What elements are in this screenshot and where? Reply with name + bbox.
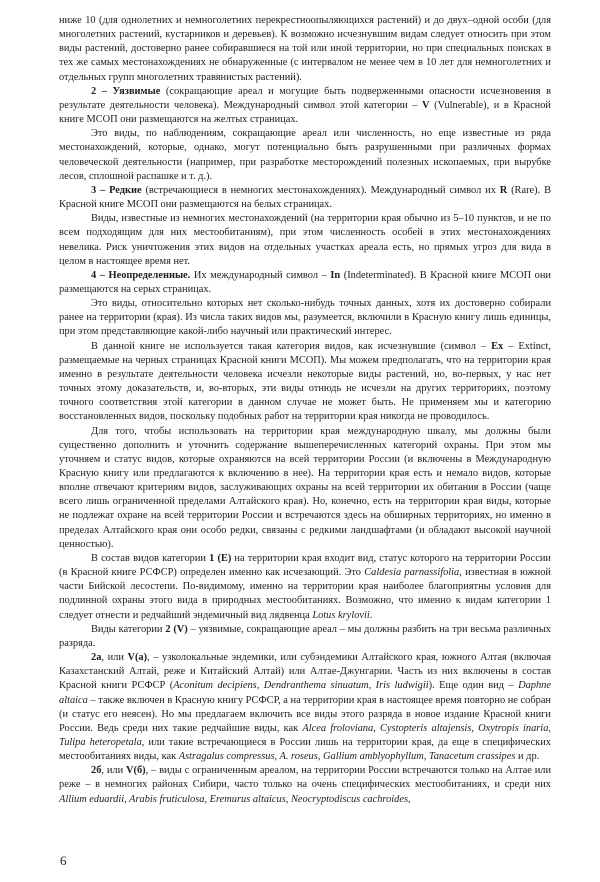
- paragraph-category-4-heading: 4 – Неопределенные. Их международный символ – In (Indeterminated). В Красной книге МСОП они размещаются на серых страницах.: [59, 269, 551, 295]
- category-title: Уязвимые: [112, 85, 161, 97]
- category-symbol: V: [422, 99, 430, 111]
- paragraph-international-scale: Для того, чтобы использовать на территории края международную шкалу, мы должны были существенно дополнить и уточнить содержание вышеперечисленных категорий охраны. При этом мы уточняем и статус видов, которые охраняются на всей территории России (и включены в Международную Красную книгу или предлагаются к включению в нее). На территории края есть и немало видов, которые вполне отвечают критериям видов, заслуживающих охраны на всей территории их обитания в России (чаще всего лишь ограниченной пределами Алтайского края). Но, конечно, есть на территории края виды, которые не подлежат охране на всей территории России и встречаются здесь на обширных территориях, но именно в пределах Алтайского края они особо редки, связаны с редкими ландшафтами (и обладают высокой научной ценностью).: [59, 425, 551, 550]
- species-name: Alcea froloviana, Cystopteris altajensis, Oxytropis inaria, Tulipa heteropetala: [59, 722, 551, 748]
- paragraph-category-2-subdivision: Виды категории 2 (V) – уязвимые, сокращающие ареал – мы должны разбить на три весьма различных разряда.: [59, 623, 551, 649]
- category-title: Редкие: [109, 184, 142, 196]
- paragraph-category-2a: 2а, или V(а), – узколокальные эндемики, или субэндемики Алтайского края, южного Алтая (включая Казахстанский Алтай, реже и Китайский Алтай) или Алтае-Джунгарии. Часть из них включены в состав Красной книги РСФСР (Aconitum decipiens, Dendranthema sinuatum, Iris ludwigii). Еще один вид – Daphne altaica – также включен в Красную книгу РСФСР, а на территории края в настоящее время повторно не собран (и статус его неясен). Но мы предлагаем включить все виды этого разряда в новое издание Красной книги России. Ведь среди них такие редчайшие виды, как Alcea froloviana, Cystopteris altajensis, Oxytropis inaria, Tulipa heteropetala, или такие встречающиеся в России лишь на территории края, да еще в специфических местообитаниях виды, как Astragalus compressus, A. roseus, Gallium amblyophyllum, Tanacetum crassipes и др.: [59, 652, 551, 763]
- category-symbol: 2 (V): [165, 623, 188, 635]
- paragraph-category-3-heading: 3 – Редкие (встречающиеся в немногих местонахождениях). Международный символ их R (Rare). В Красной книге МСОП они размещаются на белых страницах.: [59, 184, 551, 211]
- paragraph-category-2-heading: 2 – Уязвимые (сокращающие ареал и могущие быть подверженными опасности исчезновения в результате деятельности человека). Международный символ этой категории – V (Vulnerable), и в Красной книге МСОП они размещаются на желтых страницах.: [59, 85, 552, 126]
- paragraph-category-1-species: В состав видов категории 1 (E) на территории края входит вид, статус которого на территории России (в Красной книге РСФСР) определен именно как исчезающий. Это Caldesia parnassifolia, известная в южной части Бийской лесостепи. По-видимому, именно на территории края наиболее благоприятны условия для подлинной охраны этого вида в природных местообитаниях. Возможно, что именно к видам категории 1 следует отнести и редчайший эндемичный вид лядвенца Lotus krylovii.: [59, 552, 551, 621]
- species-name: Caldesia parnassifolia: [364, 567, 460, 579]
- category-title: Неопределенные.: [108, 269, 191, 281]
- species-name: Aconitum decipiens, Dendranthema sinuatum, Iris ludwigii: [173, 680, 429, 692]
- species-name: Allium eduardii, Arabis fruticulosa, Eremurus altaicus, Neocryptodiscus cachroides: [59, 793, 409, 805]
- species-name: Lotus krylovii: [312, 609, 370, 621]
- paragraph-category-2b: 2б, или V(б), – виды с ограниченным ареалом, на территории России встречаются только на Алтае или реже – в немногих районах Сибири, часто только на очень специфических местообитаниях, и среди них Allium eduardii, Arabis fruticulosa, Eremurus altaicus, Neocryptodiscus cachroides,: [59, 765, 552, 805]
- page-number: 6: [60, 853, 67, 868]
- species-name: Daphne altaica: [59, 680, 551, 706]
- body-text: [59, 14, 551, 807]
- paragraph-extinct-criteria: ниже 10 (для однолетних и немноголетних перекрестноопыляющихся растений) и до двух–одной особи (для многолетних растений, кустарников и деревьев). К возможно исчезнувшим видам следует относить при этом виды растений, достоверно ранее собиравшиеся на той или иной территории, но при специальных поисках в тех же самых местонахождениях не обнаруженные (с интервалом не менее чем в 10 лет для немноголетних и отдельных групп многолетних травянистых растений).: [59, 15, 551, 83]
- paragraph-category-2-description: Это виды, по наблюдениям, сокращающие ареал или численность, но еще известные из ряда местонахождений, которые, однако, могут потенциально быть разрушенными при различных формах человеческой деятельности (например, при разработке месторождений полезных ископаемых, при вырубке лесов, сплошной распашке и т. д.).: [59, 128, 551, 182]
- paragraph-category-4-description: Это виды, относительно которых нет сколько-нибудь точных данных, хотя их достоверно собирали ранее на территории (края). Из числа таких видов мы, разумеется, включили в Красную книгу лишь единицы, при этом представляющие какой-либо научный или практический интерес.: [59, 298, 551, 338]
- category-symbol: 1 (E): [209, 552, 232, 564]
- species-name: Astragalus compressus, A. roseus, Gallium amblyophyllum, Tanacetum crassipes: [178, 751, 516, 763]
- category-symbol: Ex: [491, 340, 504, 352]
- category-symbol: V(а): [127, 652, 148, 664]
- category-symbol: In: [330, 269, 341, 281]
- paragraph-category-3-description: Виды, известные из немногих местонахождений (на территории края обычно из 5–10 пунктов, и не по всем подходящим для них местообитаниям), при этом численность особей в этих местонахождениях невелика. Риск уничтожения этих видов на отдельных участках ареала есть, но прямых угроз для вида в целом в настоящее время нет.: [59, 213, 551, 267]
- paragraph-extinct-category: В данной книге не используется такая категория видов, как исчезнувшие (символ – Ex – Extinct, размещаемые на черных страницах Красной книги МСОП). Мы можем предполагать, что на территории края именно в результате деятельности человека исчезли некоторые виды растений, но, во-первых, у нас нет точных этому доказательств, и, во-вторых, эти виды отнюдь не исчезли на других территориях, поэтому точного соответствия этой категории в данном случае не может быть. Не применяем мы и категорию восстановленных видов, поскольку подобных работ на территории края никогда не проводилось.: [59, 340, 551, 423]
- category-symbol: R: [499, 184, 508, 196]
- category-symbol: V(б): [125, 765, 146, 777]
